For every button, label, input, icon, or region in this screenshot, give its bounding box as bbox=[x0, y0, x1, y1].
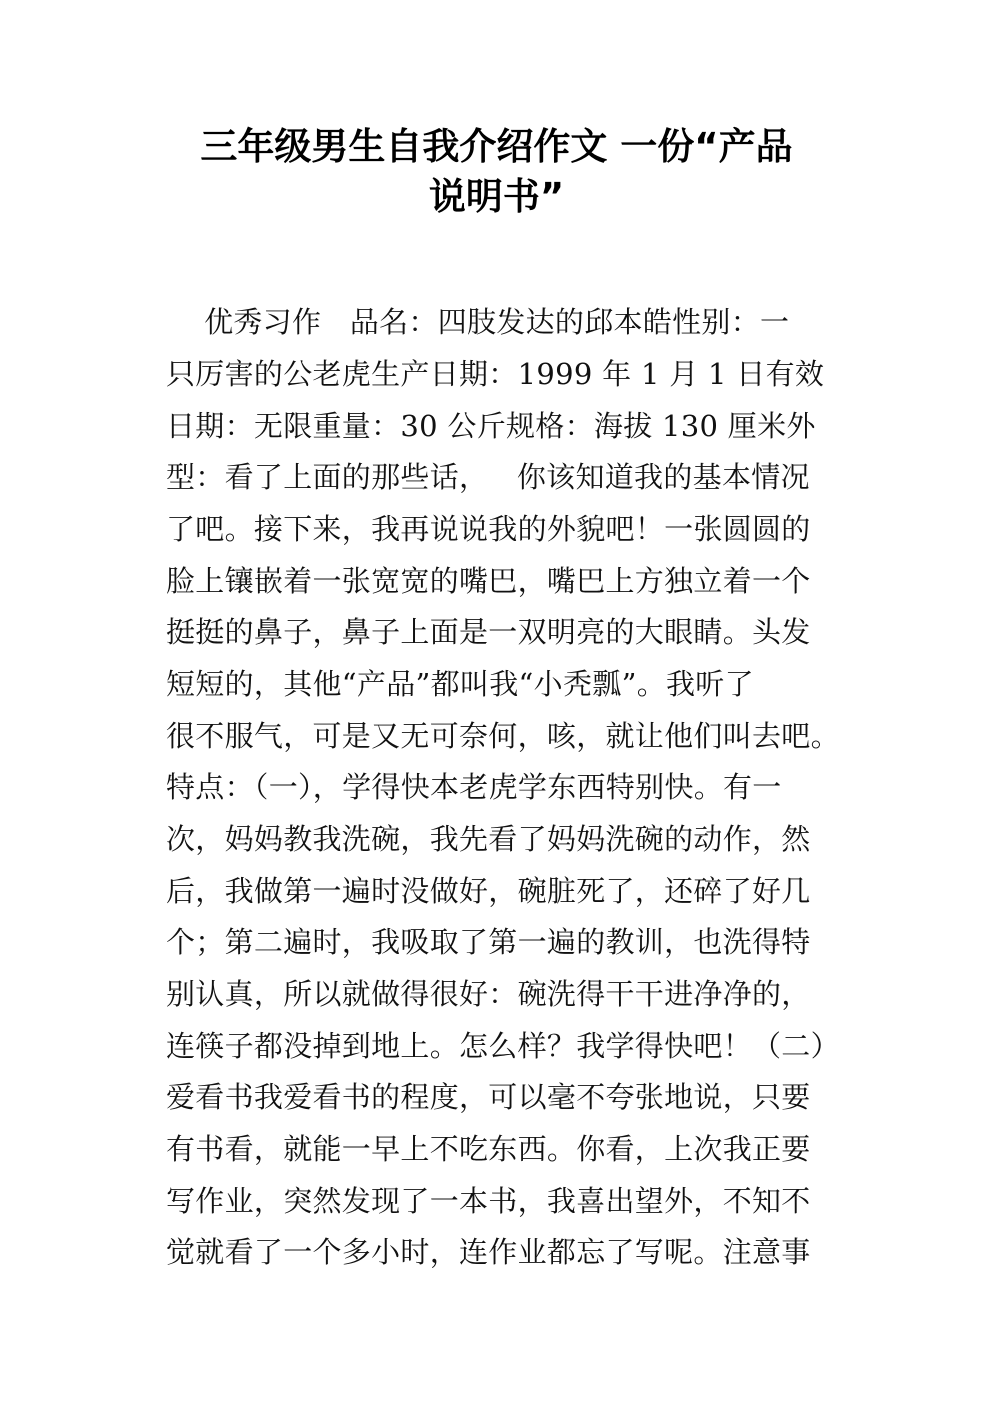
body-line: 有书看，就能一早上不吃东西。你看，上次我正要 bbox=[166, 1132, 811, 1166]
body-line: 很不服气，可是又无可奈何，咳，就让他们叫去吧。 bbox=[166, 719, 840, 753]
document-title-line-1: 三年级男生自我介绍作文 一份“产品 bbox=[200, 125, 793, 168]
body-line: 次，妈妈教我洗碗，我先看了妈妈洗碗的动作，然 bbox=[166, 822, 811, 856]
body-line: 个；第二遍时，我吸取了第一遍的教训，也洗得特 bbox=[166, 925, 811, 959]
document-title-line-2: 说明书” bbox=[428, 175, 565, 218]
body-line: 挺挺的鼻子，鼻子上面是一双明亮的大眼睛。头发 bbox=[166, 615, 811, 649]
body-line: 爱看书我爱看书的程度，可以毫不夸张地说，只要 bbox=[166, 1080, 811, 1114]
body-line: 短短的，其他“产品”都叫我“小秃瓢”。我听了 bbox=[166, 667, 754, 701]
body-line: 只厉害的公老虎生产日期：1999 年 1 月 1 日有效 bbox=[166, 357, 825, 391]
body-line: 特点：（一），学得快本老虎学东西特别快。有一 bbox=[166, 770, 782, 804]
body-line: 别认真，所以就做得很好：碗洗得干干进净净的， bbox=[166, 977, 811, 1011]
body-line: 型：看了上面的那些话， 你该知道我的基本情况 bbox=[166, 460, 810, 494]
body-line: 觉就看了一个多小时，连作业都忘了写呢。注意事 bbox=[166, 1235, 811, 1269]
body-line: 后，我做第一遍时没做好，碗脏死了，还碎了好几 bbox=[166, 874, 811, 908]
body-line: 优秀习作 品名：四肢发达的邱本皓性别：一 bbox=[166, 305, 790, 339]
body-line: 写作业，突然发现了一本书，我喜出望外，不知不 bbox=[166, 1184, 811, 1218]
body-line: 了吧。接下来，我再说说我的外貌吧！一张圆圆的 bbox=[166, 512, 811, 546]
body-line: 脸上镶嵌着一张宽宽的嘴巴，嘴巴上方独立着一个 bbox=[166, 564, 811, 598]
body-line: 连筷子都没掉到地上。怎么样？我学得快吧！（二） bbox=[166, 1029, 840, 1063]
body-line: 日期：无限重量：30 公斤规格：海拔 130 厘米外 bbox=[166, 409, 816, 443]
